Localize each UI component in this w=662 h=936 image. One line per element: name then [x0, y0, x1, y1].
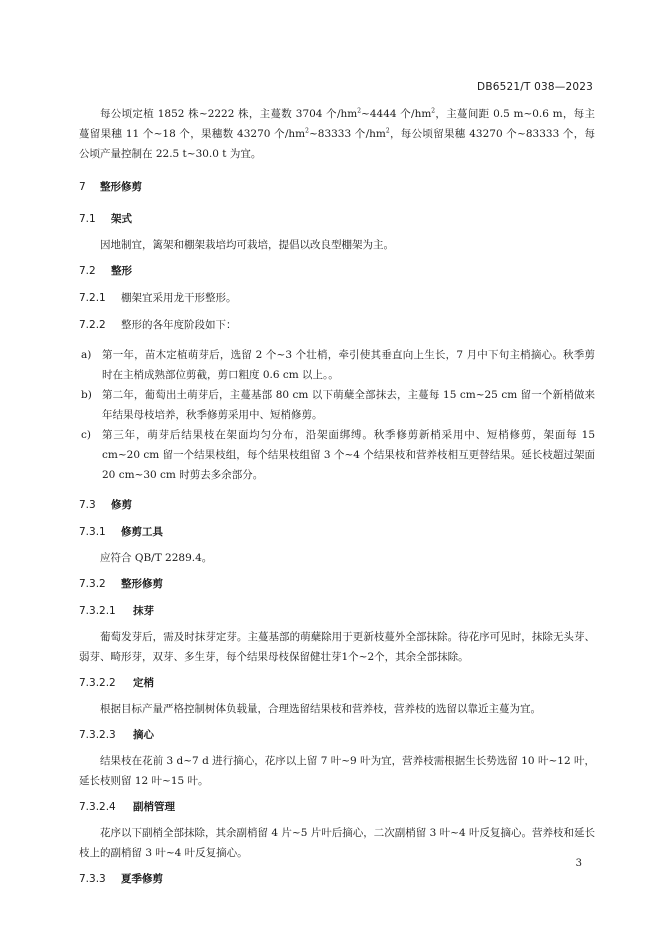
section-7-3-2-4-text: 花序以下副梢全部抹除，其余副梢留 4 片~5 片叶后摘心，二次副梢留 3 叶~4 叶反复摘心。营养枝和延长枝上的副梢留 3 叶~4 叶反复摘心。	[79, 827, 595, 859]
list-item: c) 第三年，萌芽后结果枝在架面均匀分布，沿架面绑缚。秋季修剪新梢采用中、短梢修剪，架面每 15 cm~20 cm 留一个结果枝组，每个结果枝组留 3 个~4 个结果枝和营养枝相互更替结果。延长枝超过架面 20 cm~30 cm 时剪去多余部分。	[81, 429, 595, 481]
heading-7-3-2-3: 7.3.2.3 摘心	[79, 729, 154, 741]
clause-7-2-2: 7.2.2 整形的各年度阶段如下：	[79, 319, 237, 331]
page-number: 3	[575, 858, 582, 869]
heading-7-3-3: 7.3.3 夏季修剪	[79, 873, 163, 885]
list-item: b) 第二年，葡萄出土萌芽后，主蔓基部 80 cm 以下萌蘖全部抹去，主蔓每 15 cm~25 cm 留一个新梢做来年结果母枝培养，秋季修剪采用中、短梢修剪。	[81, 389, 595, 421]
page-body	[79, 104, 595, 889]
section-7-3-2-1-text: 葡萄发芽后，需及时抹芽定芽。主蔓基部的萌蘖除用于更新枝蔓外全部抹除。待花序可见时，抹除无头芽、弱芽、畸形芽，双芽、多生芽，每个结果母枝保留健壮芽1个~2个，其余全部抹除。	[79, 631, 595, 663]
heading-7-3-2-2: 7.3.2.2 定梢	[79, 677, 154, 689]
document-code: DB6521/T 038—2023	[477, 81, 593, 93]
section-7-3-2-3-text: 结果枝在花前 3 d~7 d 进行摘心，花序以上留 7 叶~9 叶为宜，营养枝需根据生长势选留 10 叶~12 叶，延长枝则留 12 叶~15 叶。	[79, 755, 595, 787]
section-7-3-2-2-text: 根据目标产量严格控制树体负载量，合理选留结果枝和营养枝，营养枝的选留以靠近主蔓为宜。	[100, 703, 541, 715]
heading-7-1: 7.1 架式	[79, 213, 132, 225]
list-item: a) 第一年，苗木定植萌芽后，选留 2 个~3 个壮梢，牵引使其垂直向上生长，7 月中下旬主梢摘心。秋季剪时在主梢成熟部位剪截，剪口粗度 0.6 cm 以上。。	[81, 349, 595, 381]
heading-7-3: 7.3 修剪	[79, 499, 132, 511]
heading-7-3-2-1: 7.3.2.1 抹芽	[79, 605, 154, 617]
heading-7: 7 整形修剪	[79, 181, 142, 193]
heading-7-3-2-4: 7.3.2.4 副梢管理	[79, 801, 175, 813]
heading-7-3-2: 7.3.2 整形修剪	[79, 578, 163, 590]
section-7-1-text: 因地制宜，篱架和棚架栽培均可栽培，提倡以改良型棚架为主。	[100, 239, 394, 251]
heading-7-2: 7.2 整形	[79, 265, 132, 277]
heading-7-3-1: 7.3.1 修剪工具	[79, 526, 163, 538]
stage-list	[79, 345, 595, 485]
section-7-3-1-text: 应符合 QB/T 2289.4。	[100, 552, 213, 564]
clause-7-2-1: 7.2.1 棚架宜采用龙干形整形。	[79, 292, 237, 304]
intro-paragraph: 每公顷定植 1852 株~2222 株，主蔓数 3704 个$/hm^2\sim 4444$ 个$/hm^2$，主蔓间距 0.5 m~0.6 m，每主蔓留果穗 11 个~18 个，果穗数 43270 个$/hm^2\sim 83333$ 个$/hm^2$，每公顷留果穗 43270 个~83333 个，每公顷产量控制在 22.5 t~30.0 t 为宜。	[79, 107, 595, 160]
